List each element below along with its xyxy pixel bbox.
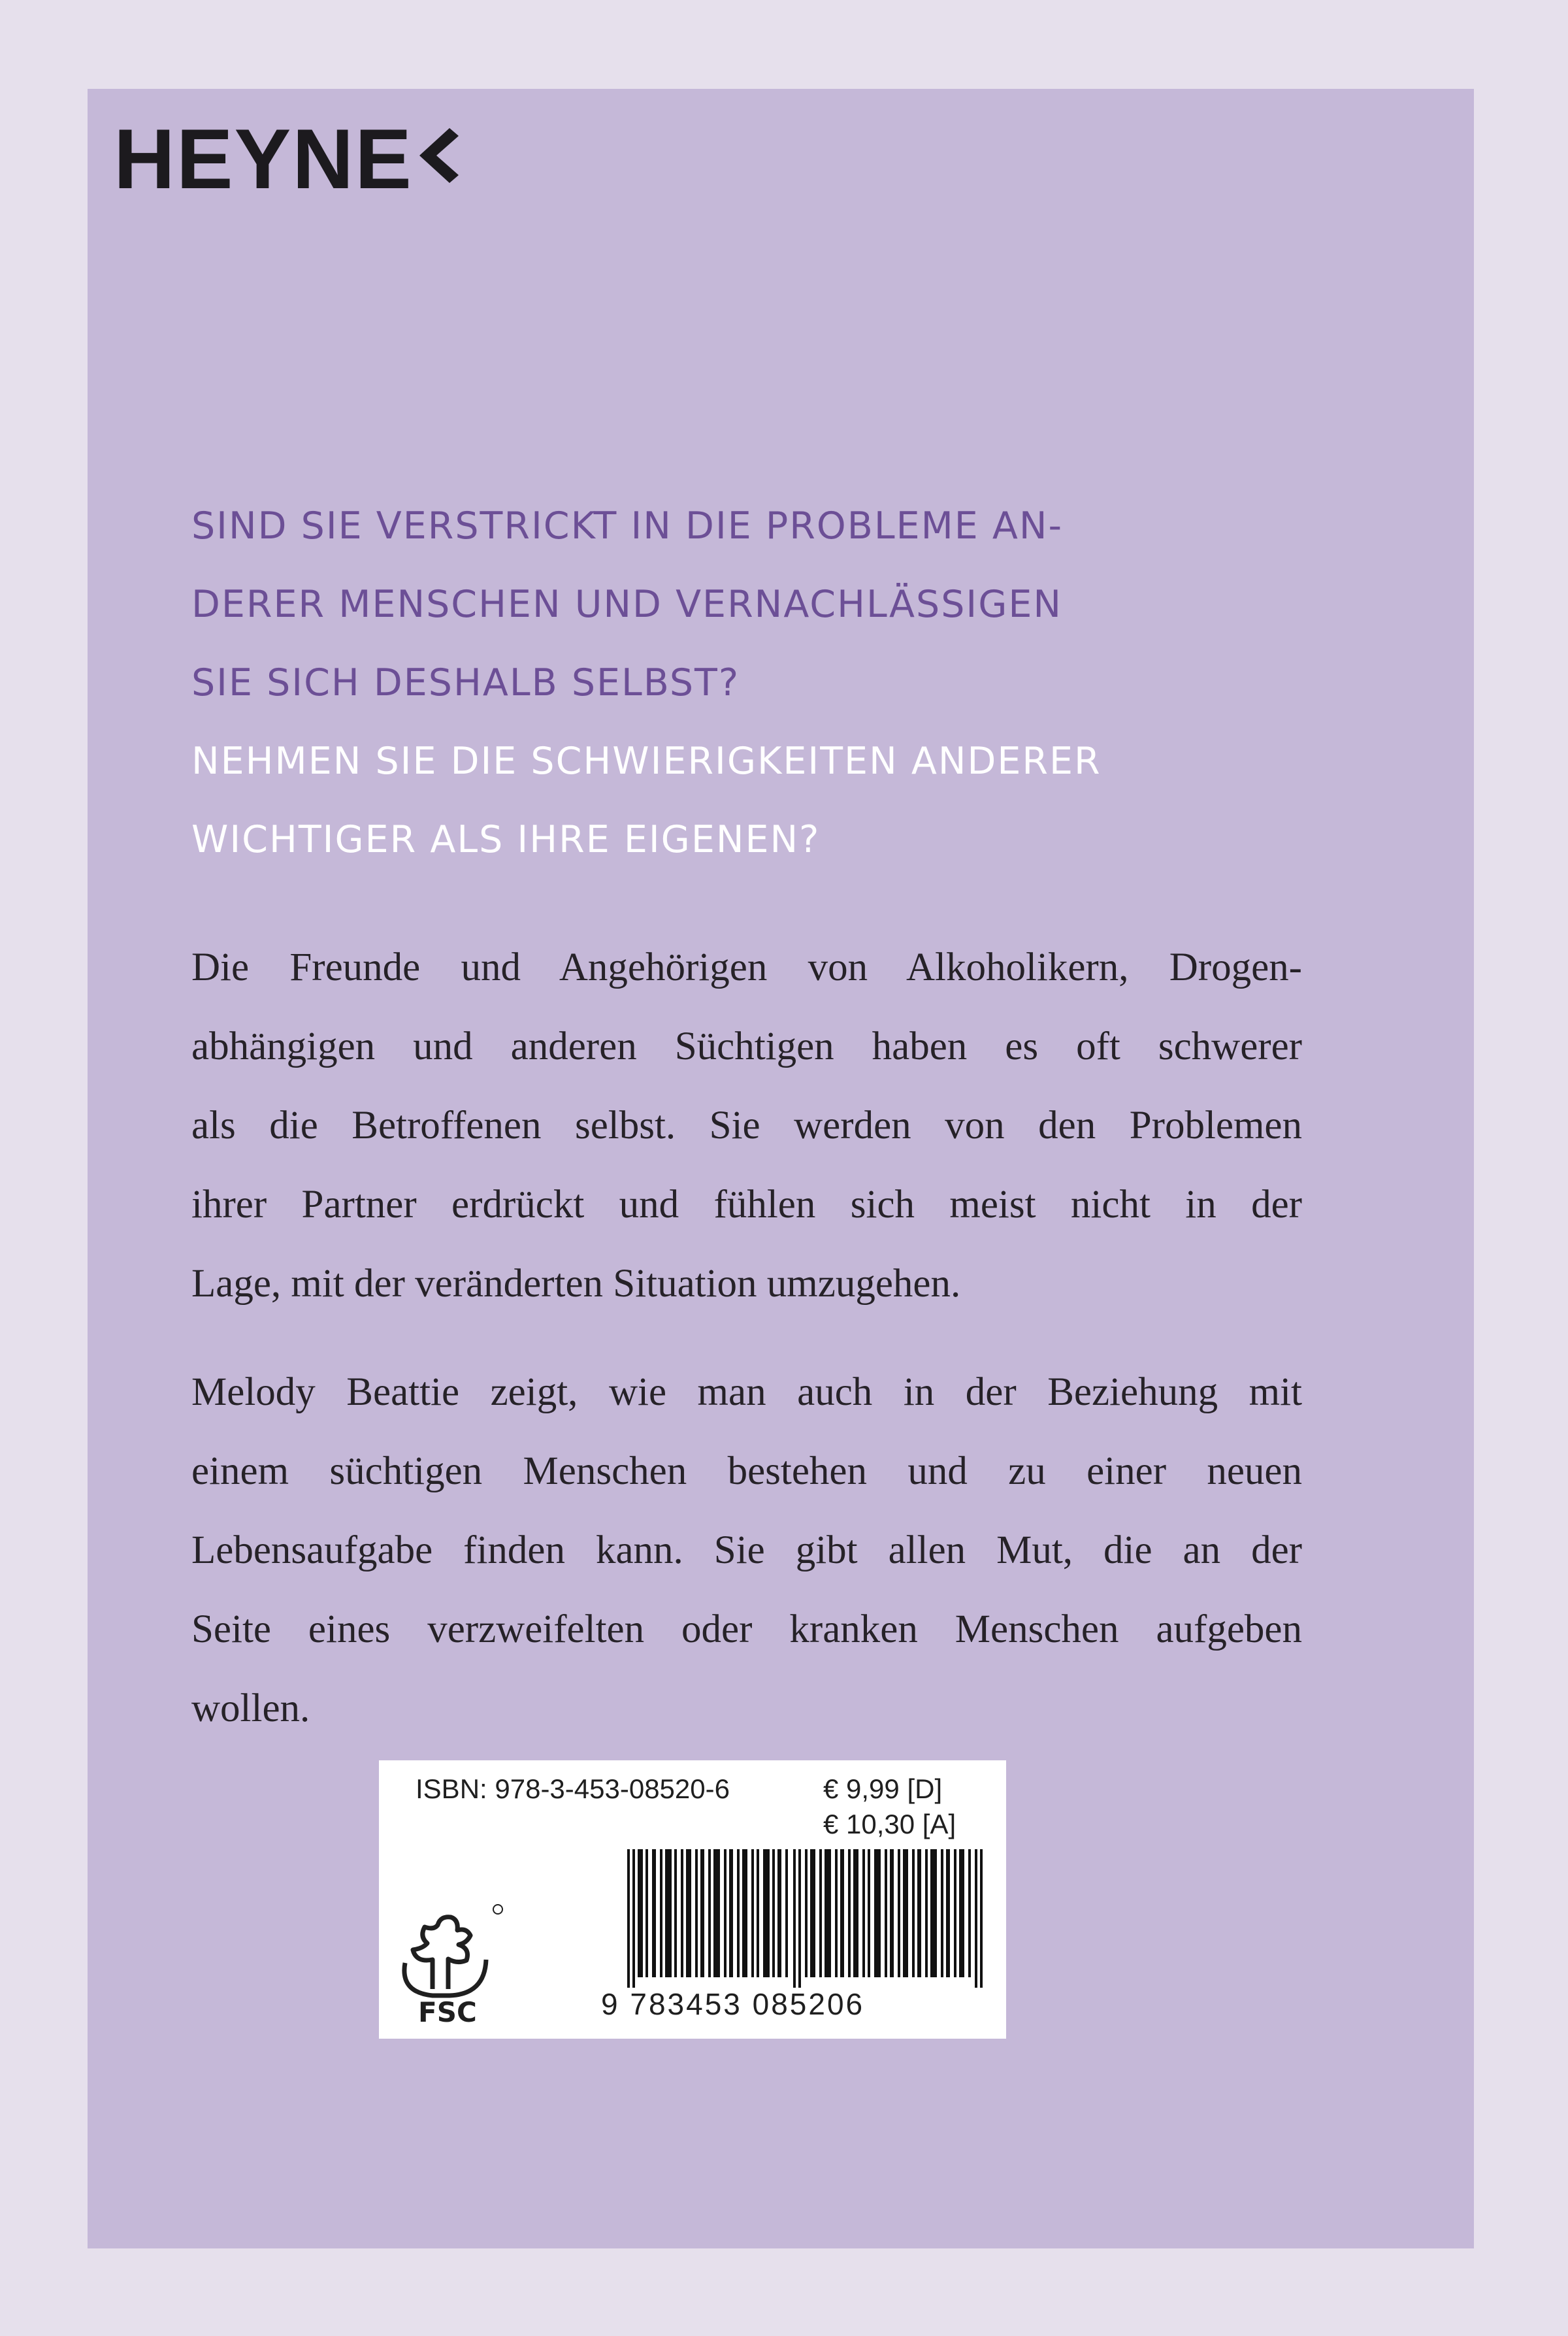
chevron-left-icon bbox=[419, 116, 459, 201]
blurb-paragraph-2 bbox=[191, 1353, 1302, 1748]
text-line: ihrer Partner erdrückt und fühlen sich meist nicht in der bbox=[191, 1183, 1302, 1226]
text-line: wollen. bbox=[191, 1686, 310, 1730]
fsc-tree-icon bbox=[393, 1898, 511, 2028]
isbn: ISBN: 978-3-453-08520-6 bbox=[416, 1773, 730, 1804]
text-line: Lebensaufgabe finden kann. Sie gibt allen Mut, die an der bbox=[191, 1528, 1302, 1572]
blurb-paragraph-1 bbox=[191, 928, 1302, 1323]
price-austria: € 10,30 [A] bbox=[823, 1809, 956, 1839]
text-line: Die Freunde und Angehörigen von Alkoholikern, Drogen- bbox=[191, 946, 1302, 989]
text-line: Melody Beattie zeigt, wie man auch in der Beziehung mit bbox=[191, 1370, 1302, 1414]
headline-line: DERER MENSCHEN UND VERNACHLÄSSIGEN bbox=[191, 583, 1063, 626]
publisher-name: HEYNE bbox=[114, 111, 413, 206]
price-germany: € 9,99 [D] bbox=[823, 1773, 943, 1804]
text-line: Lage, mit der veränderten Situation umzugehen. bbox=[191, 1262, 961, 1306]
headline-line: SIND SIE VERSTRICKT IN DIE PROBLEME AN- bbox=[191, 504, 1064, 548]
barcode-box bbox=[379, 1760, 1006, 2039]
headline-line: WICHTIGER ALS IHRE EIGENEN? bbox=[191, 818, 821, 861]
text-line: abhängigen und anderen Süchtigen haben es oft schwerer bbox=[191, 1025, 1302, 1068]
headline-line: SIE SICH DESHALB SELBST? bbox=[191, 661, 740, 704]
barcode bbox=[627, 1849, 985, 1988]
text-line: Seite eines verzweifelten oder kranken Menschen aufgeben bbox=[191, 1607, 1302, 1651]
barcode-digits: 9 783453 085206 bbox=[601, 1987, 865, 2021]
publisher-logo bbox=[114, 111, 459, 206]
text-line: als die Betroffenen selbst. Sie werden von den Problemen bbox=[191, 1104, 1302, 1147]
text-line: einem süchtigen Menschen bestehen und zu einer neuen bbox=[191, 1449, 1302, 1493]
headline bbox=[191, 487, 1315, 879]
fsc-label: FSC bbox=[418, 1996, 477, 2028]
fsc-logo bbox=[393, 1898, 511, 2028]
headline-line: NEHMEN SIE DIE SCHWIERIGKEITEN ANDERER bbox=[191, 740, 1102, 783]
